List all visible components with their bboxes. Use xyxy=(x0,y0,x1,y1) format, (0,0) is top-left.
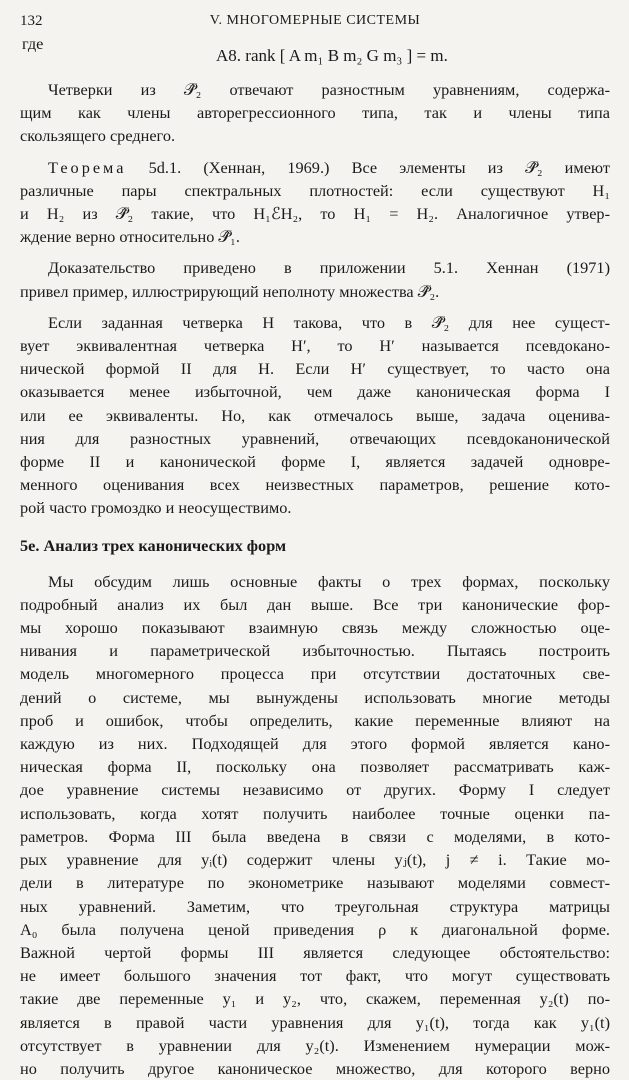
text-line: нивания и параметрической избыточностью. Пытаясь построить xyxy=(20,641,610,661)
text-line: но получить другое каноническое множество, для которого верно xyxy=(20,1058,610,1078)
text-line: модель многомерного процесса при отсутствии достаточных све- xyxy=(20,664,610,684)
text-line: отсутствует в уравнении для y₂(t). Изменением нумерации мож- xyxy=(20,1035,610,1055)
formula-block xyxy=(20,32,610,78)
text-line: ния для разностных уравнений, отвечающих псевдоканонической xyxy=(20,428,610,448)
text-line xyxy=(20,156,610,179)
text-line: рой часто громоздко и неосуществимо. xyxy=(20,498,292,518)
text-line: Четверки из 𝒫̂₂ отвечают разностным уравнениям, содержа- xyxy=(48,80,610,99)
paragraph-4 xyxy=(20,570,610,1080)
text-line: ных уравнений. Заметим, что треугольная структура матрицы xyxy=(20,896,610,916)
text-line: дели в литературе по эконометрике называют моделями совмест- xyxy=(20,873,610,893)
text-line: форме II и канонической форме I, является задачей одновре- xyxy=(20,452,610,472)
text-line: или ее эквиваленты. Но, как отмечалось выше, задача оценива- xyxy=(20,405,610,425)
text-line: Мы обсудим лишь основные факты о трех формах, поскольку xyxy=(48,571,610,591)
text-line: подробный анализ их был дан выше. Все три канонические фор- xyxy=(20,594,610,614)
text-line: различные пары спектральных плотностей: если существуют H₁ xyxy=(20,180,610,200)
text-line: является в правой части уравнения для y₁(t), тогда как y₁(t) xyxy=(20,1012,610,1032)
formula-a8: A8. rank [ A m₁ B m₂ G m₃ ] = m. xyxy=(216,46,448,65)
text-line: использовать, когда хотят получить наиболее точные оценки па- xyxy=(20,803,610,823)
paragraph-3 xyxy=(20,311,610,520)
page-header xyxy=(20,10,610,32)
text-line: дений о системе, мы вынуждены использовать многие методы xyxy=(20,687,610,707)
text-line: щим как члены авторегрессионного типа, так и члены типа xyxy=(20,103,610,123)
theorem-5d1 xyxy=(20,156,610,249)
text-line: и H₂ из 𝒫̂₂ такие, что H₁ℰH₂, то H₁ = H₂. Аналогичное утвер- xyxy=(20,204,610,224)
text-line: вует эквивалентная четверка H′, то H′ называется псевдокано- xyxy=(20,336,610,356)
text-line: не имеет большого значения тот факт, что могут существовать xyxy=(20,966,610,986)
paragraph-2 xyxy=(20,256,610,302)
text-line: дое уравнение системы независимо от других. Форму I следует xyxy=(20,780,610,800)
text-line: ждение верно относительно 𝒫̂₁. xyxy=(20,227,240,247)
page-number: 132 xyxy=(20,12,43,29)
text-line: привел пример, иллюстрирующий неполноту множества 𝒫̂₂. xyxy=(20,281,440,301)
text-line: A₀ была получена ценой приведения ρ к диагональной форме. xyxy=(20,919,610,939)
text-line: Если заданная четверка H такова, что в 𝒫̂₂ для нее сущест- xyxy=(48,312,610,332)
paragraph-1 xyxy=(20,78,610,148)
theorem-label: Теорема xyxy=(48,157,127,177)
section-title: 5e. Анализ трех канонических форм xyxy=(20,535,287,555)
where-word: где xyxy=(22,34,44,53)
text-line: такие две переменные y₁ и y₂, что, скажем, переменная y₂(t) по- xyxy=(20,989,610,1009)
text-line: проб и ошибок, чтобы определить, какие переменные влияют на xyxy=(20,710,610,730)
book-page xyxy=(20,10,610,1080)
theorem-text: 5d.1. (Хеннан, 1969.) Все элементы из 𝒫̂₂ имеют xyxy=(126,157,610,177)
text-line: Доказательство приведено в приложении 5.1. Хеннан (1971) xyxy=(48,258,610,278)
text-line: скользящего среднего. xyxy=(20,126,176,146)
text-line: рых уравнение для yᵢ(t) содержит члены yⱼ(t), j ≠ i. Такие мо- xyxy=(20,850,610,870)
text-line: мы хорошо показывают взаимную связь между сложностью оце- xyxy=(20,618,610,638)
text-line: менного оценивания всех неизвестных параметров, решение кото- xyxy=(20,475,610,495)
text-line: оказывается менее избыточной, чем даже каноническая форма I xyxy=(20,382,610,402)
text-line: раметров. Форма III была введена в связи с моделями, в кото- xyxy=(20,826,610,846)
running-title: V. МНОГОМЕРНЫЕ СИСТЕМЫ xyxy=(209,13,421,28)
text-line: Важной чертой формы III является следующее обстоятельство: xyxy=(20,942,610,962)
text-line: каждую из них. Подходящей для этого формой является кано- xyxy=(20,734,610,754)
text-line: ническая форма II, поскольку она позволяет рассматривать каж- xyxy=(20,757,610,777)
text-line: нической формой II для H. Если H′ существует, то часто она xyxy=(20,359,610,379)
